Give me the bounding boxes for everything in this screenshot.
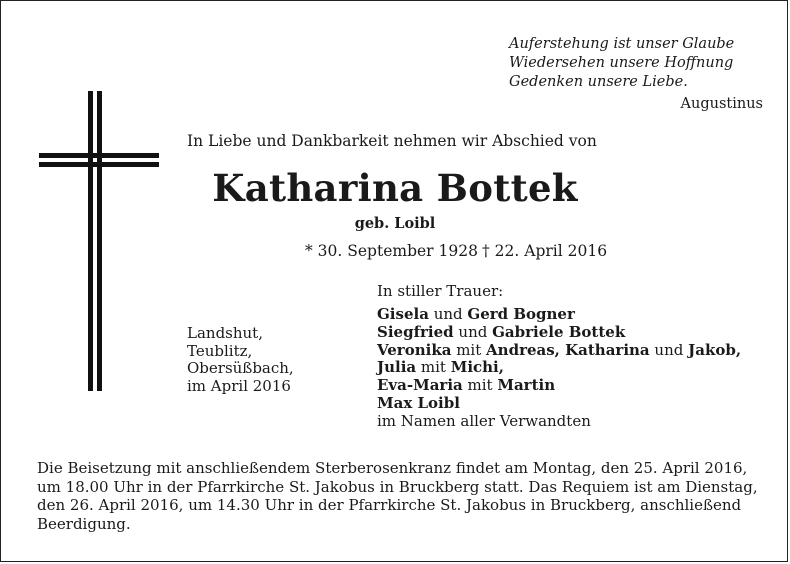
- mourner-name: Andreas, Katharina: [486, 340, 650, 359]
- death-date: † 22. April 2016: [482, 242, 608, 260]
- mourner-name: Veronika: [377, 340, 452, 359]
- mourner-row: [377, 359, 741, 377]
- maiden-name: geb. Loibl: [354, 215, 436, 232]
- mourner-name: Julia: [377, 358, 417, 377]
- deceased-name: Katharina Bottek: [212, 166, 578, 210]
- mourning-label: In stiller Trauer:: [377, 282, 504, 300]
- motto-author: Augustinus: [680, 96, 763, 112]
- mourner-connector: mit: [462, 376, 498, 395]
- place-line: im April 2016: [187, 376, 291, 395]
- motto-line: Auferstehung ist unser Glaube: [509, 36, 735, 52]
- mourner-row: [377, 395, 741, 413]
- mourner-row: [377, 324, 741, 342]
- mourner-connector: und: [428, 305, 468, 323]
- place-line: Landshut,: [187, 324, 263, 342]
- cross-icon: [39, 91, 159, 391]
- relatives-note: im Namen aller Verwandten: [377, 411, 591, 430]
- mourner-name: Michi,: [450, 358, 504, 377]
- mourner-name: Max Loibl: [377, 393, 460, 412]
- mourners-list: [377, 306, 741, 431]
- mourner-row: [377, 306, 741, 324]
- birth-date: * 30. September 1928: [305, 242, 478, 260]
- mourner-row: [377, 342, 741, 360]
- funeral-line: um 18.00 Uhr in der Pfarrkirche St. Jakobus in Bruckberg statt. Das Requiem ist am Dienstag,: [37, 477, 758, 496]
- mourner-connector: mit: [416, 358, 451, 377]
- mourner-name: Jakob,: [688, 340, 742, 359]
- funeral-line: Die Beisetzung mit anschließendem Sterberosenkranz findet am Montag, den 25. April 2016,: [37, 459, 748, 477]
- mourner-name: Eva-Maria: [377, 376, 463, 395]
- motto-quote: [509, 35, 734, 92]
- funeral-notice: [37, 459, 758, 533]
- funeral-line: den 26. April 2016, um 14.30 Uhr in der Pfarrkirche St. Jakobus in Bruckberg, anschließend: [37, 496, 742, 514]
- mourner-name: Siegfried: [377, 322, 454, 341]
- mourner-name: Gabriele Bottek: [492, 322, 626, 341]
- mourner-connector: mit: [451, 340, 487, 359]
- places-list: [187, 325, 294, 395]
- mourner-connector: und: [649, 340, 689, 359]
- mourner-connector: und: [453, 322, 493, 341]
- motto-line: Gedenken unsere Liebe.: [509, 74, 688, 90]
- mourner-name: Gisela: [377, 305, 429, 323]
- mourner-name: Gerd Bogner: [467, 305, 575, 323]
- funeral-line: Beerdigung.: [37, 514, 131, 533]
- motto-line: Wiedersehen unsere Hoffnung: [509, 55, 734, 71]
- intro-text: In Liebe und Dankbarkeit nehmen wir Abschied von: [187, 132, 597, 150]
- place-line: Obersüßbach,: [187, 359, 294, 377]
- mourner-row: [377, 377, 741, 395]
- place-line: Teublitz,: [187, 341, 253, 360]
- mourner-name: Martin: [497, 376, 556, 395]
